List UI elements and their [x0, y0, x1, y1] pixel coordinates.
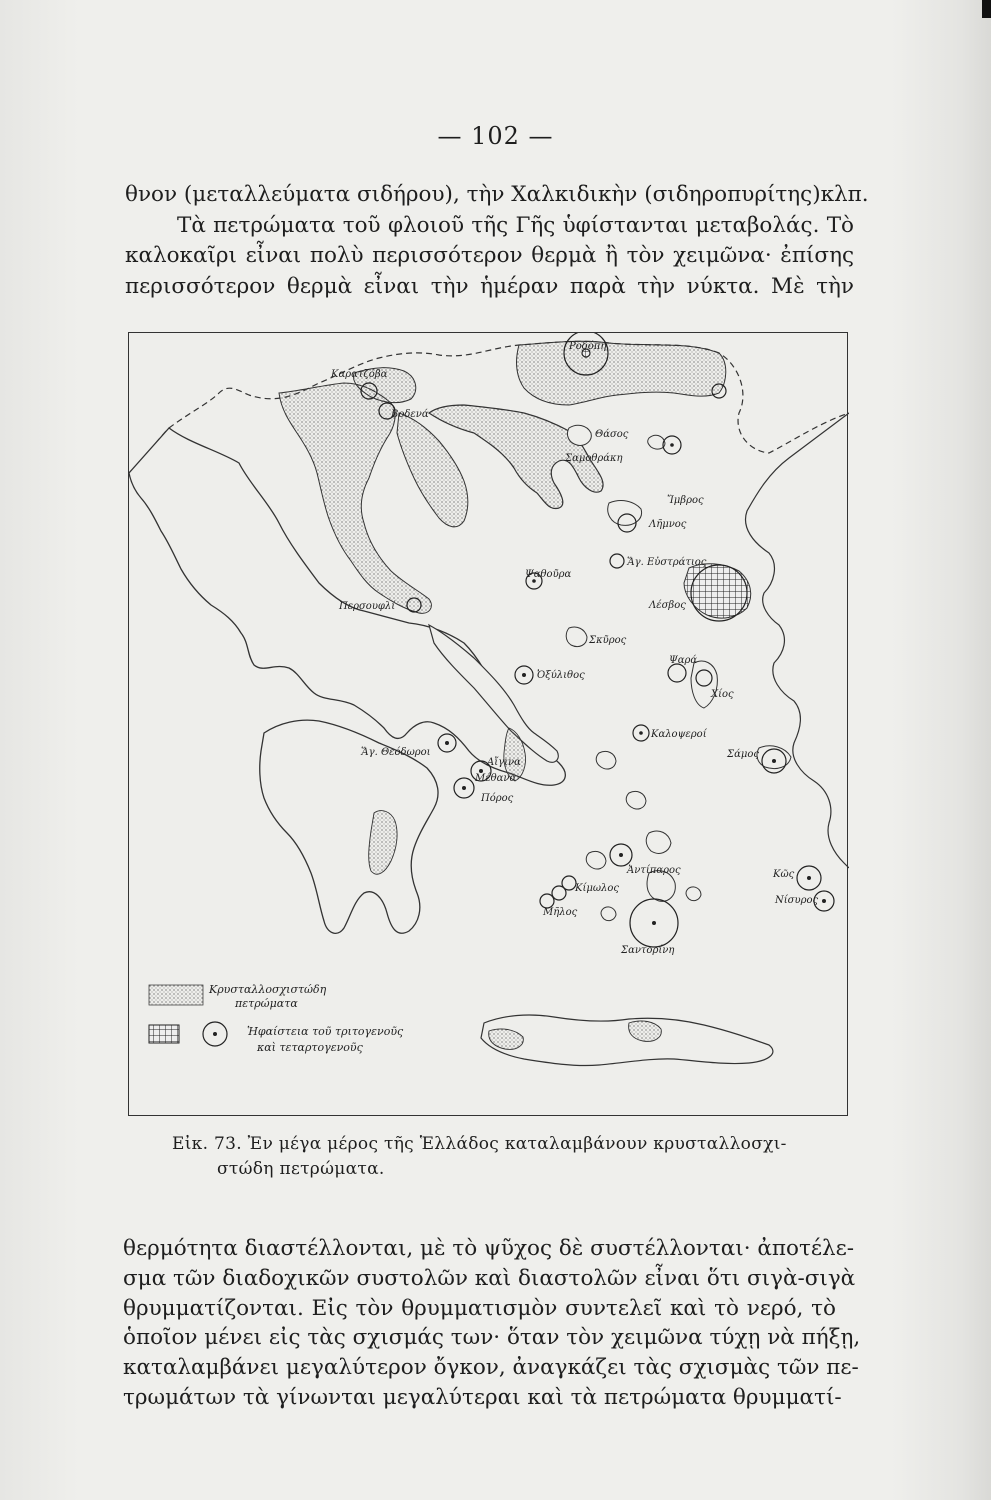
text-line: θνον (μεταλλεύματα σιδήρου), τὴν Χαλκιδικὴν (σιδηροπυρίτης)κλπ.	[125, 182, 869, 207]
label-lesvos: Λέσβος	[649, 600, 686, 611]
legend-volcanic-dot-icon	[213, 1032, 217, 1036]
legend-crystalline-swatch	[149, 985, 203, 1005]
text-line: τρωμάτων τὰ γίνωνται μεγαλύτεραι καὶ τὰ πετρώματα θρυμματί-	[123, 1384, 842, 1410]
cyclades-island	[686, 887, 701, 901]
text-line: καταλαμβάνει μεγαλύτερον ὄγκον, ἀναγκάζει τὰς σχισμὰς τῶν πε-	[123, 1355, 859, 1381]
text-line: περισσότερον θερμὰ εἶναι τὴν ἡμέραν παρὰ τὴν νύκτα. Μὲ τὴν	[125, 273, 854, 299]
scan-edge-mark	[982, 0, 991, 18]
label-chios: Χίος	[711, 689, 734, 700]
label-nisyros: Νίσυρος	[775, 895, 819, 906]
legend-crystalline-line1: Κρυσταλλοσχιστώδη	[209, 983, 327, 996]
text-line: θρυμματίζονται. Εἰς τὸν θρυμματισμὸν συντελεῖ καὶ τὸ νερό, τὸ	[123, 1295, 836, 1321]
label-methana: Μέθανα	[475, 773, 517, 784]
text-line: ὁποῖον μένει εἰς τὰς σχισμάς των· ὅταν τὸν χειμῶνα τύχῃ νὰ πήξῃ,	[123, 1325, 861, 1351]
label-thasos: Θάσος	[595, 429, 629, 440]
label-milos: Μῆλος	[543, 907, 578, 918]
samothraki-island	[648, 435, 665, 449]
skyros-island	[566, 627, 587, 647]
label-samothraki: Σαμοθράκη	[565, 453, 623, 464]
label-imvros: Ἴμβρος	[667, 495, 704, 506]
text-line: καλοκαῖρι εἶναι πολὺ περισσότερον θερμὰ ἢ τὸν χειμῶνα· ἐπίσης	[125, 243, 854, 268]
label-psara: Ψαρά	[669, 655, 698, 666]
label-aigina: Αἴγινα	[487, 757, 521, 768]
cyclades-island	[596, 751, 616, 769]
label-karatzova: Καρατζόβα	[331, 369, 388, 380]
text-line: Τὰ πετρώματα τοῦ φλοιοῦ τῆς Γῆς ὑφίστανται μεταβολάς. Τὸ	[177, 212, 854, 238]
top-paragraph	[125, 180, 869, 302]
label-samos: Σάμος	[727, 749, 759, 760]
label-kos: Κῶς	[773, 869, 795, 880]
label-vodena: Βοδενά	[391, 409, 429, 420]
thessaly-crystalline	[397, 413, 468, 527]
legend-volcanic-grid-swatch	[149, 1025, 179, 1043]
cyclades-island	[586, 851, 606, 869]
label-psathoura: Ψαθοῦρα	[525, 569, 572, 580]
asia-minor-coast	[746, 413, 849, 868]
text-line: θερμότητα διαστέλλονται, μὲ τὸ ψῦχος δὲ συστέλλονται· ἀποτέλε-	[123, 1236, 855, 1261]
label-limnos: Λῆμνος	[649, 519, 687, 530]
caption-line: Εἰκ. 73. Ἐν μέγα μέρος τῆς Ἑλλάδος καταλαμβάνουν κρυσταλλοσχι-	[172, 1134, 787, 1154]
label-oxilithos: Ὀξύλιθος	[537, 670, 585, 681]
bottom-paragraph	[123, 1234, 861, 1413]
chios-island	[691, 661, 717, 708]
label-ag-efstratios: Ἅγ. Εὐστράτιος	[627, 557, 707, 568]
thrace-coast	[517, 341, 726, 405]
label-perdikas: Περσουφλί	[339, 601, 396, 612]
cyclades-island	[646, 831, 671, 853]
legend-volcanic-line2: καὶ τεταρτογενοῦς	[257, 1041, 363, 1054]
label-skyros: Σκῦρος	[589, 635, 627, 646]
label-am-theodoroi: Ἅγ. Θεόδωροι	[361, 747, 431, 758]
label-santorini: Σαντορίνη	[621, 945, 675, 956]
caption-line: στώδη πετρώματα.	[217, 1159, 385, 1179]
label-poros: Πόρος	[481, 793, 514, 804]
label-kimolos: Κίμωλος	[575, 883, 620, 894]
label-antiparos: Ἀντίπαρος	[627, 865, 681, 876]
text-line: σμα τῶν διαδοχικῶν συστολῶν καὶ διαστολῶν εἶναι ὅτι σιγὰ-σιγὰ	[123, 1265, 856, 1291]
label-rodopi: Ροδόπη	[569, 341, 607, 352]
legend-volcanic-line1: Ἡφαίστεια τοῦ τριτογενοῦς	[247, 1025, 404, 1038]
figure-caption	[172, 1132, 852, 1182]
map-figure	[128, 332, 848, 1116]
crete	[481, 1015, 773, 1066]
thasos-island	[567, 425, 591, 445]
legend-crystalline-line2: πετρώματα	[235, 997, 298, 1010]
greece-geology-map	[129, 333, 849, 1117]
cyclades-island	[601, 907, 616, 921]
cyclades-island	[626, 791, 646, 809]
label-kalamaki: Καλοψεροί	[651, 729, 707, 740]
page-number: — 102 —	[437, 122, 554, 150]
